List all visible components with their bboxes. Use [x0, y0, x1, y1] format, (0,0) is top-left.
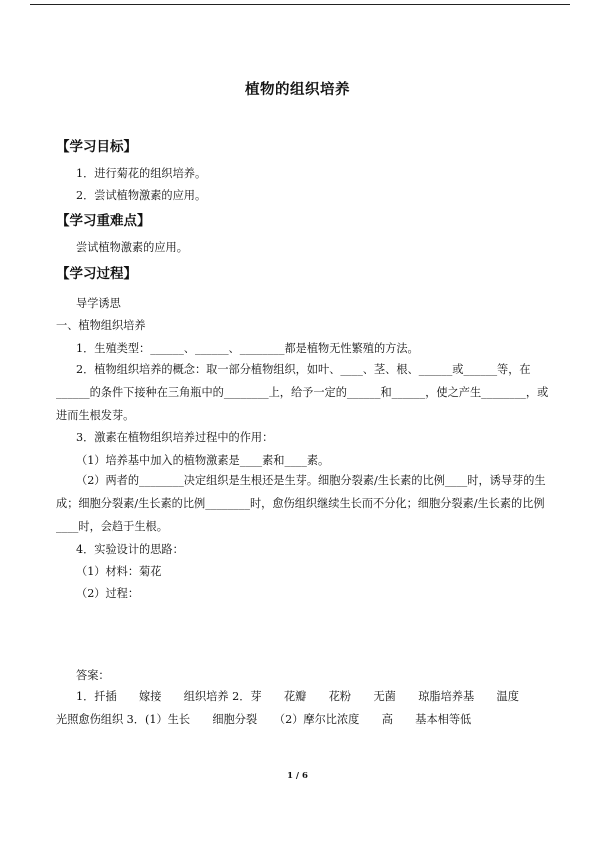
question-3-1: （1）培养基中加入的植物激素是____素和____素。: [76, 454, 330, 467]
answers-label: 答案：: [76, 669, 110, 682]
goal-item-1: 1．进行菊花的组织培养。: [76, 167, 207, 180]
process-intro: 导学诱思: [76, 297, 121, 310]
question-4-2: （2）过程：: [76, 587, 140, 600]
question-3: 3．激素在植物组织培养过程中的作用：: [76, 431, 274, 444]
heading-learning-goals: 【学习目标】: [56, 139, 137, 155]
page-number: 1 / 6: [287, 771, 308, 781]
key-points-text: 尝试植物激素的应用。: [76, 241, 188, 254]
heading-key-points: 【学习重难点】: [56, 213, 151, 229]
heading-learning-process: 【学习过程】: [56, 266, 137, 282]
question-1: 1．生殖类型：______、______、________都是植物无性繁殖的方法。: [76, 342, 419, 355]
question-3-2: （2）两者的________决定组织是生根还是生芽。细胞分裂素/生长素的比例____时，诱导芽的生成；细胞分裂素/生长素的比例________时，愈伤组织继续生长而不分化；细胞分裂素/生长素的比例____时，会趋于生根。: [56, 474, 546, 533]
top-rule: [30, 4, 570, 5]
goal-item-2: 2．尝试植物激素的应用。: [76, 189, 207, 202]
question-2: 2．植物组织培养的概念：取一部分植物组织，如叶、____、茎、根、______或______等，在______的条件下接种在三角瓶中的________上，给予一定的______和______，使之产生________，或进而生根发芽。: [56, 363, 549, 422]
question-4: 4．实验设计的思路：: [76, 543, 184, 556]
question-4-1: （1）材料：菊花: [76, 565, 162, 578]
answers-text: 1．扦插 嫁接 组织培养 2．芽 花瓣 花粉 无菌 琼脂培养基 温度 光照愈伤组织 3．(1）生长 细胞分裂 （2）摩尔比浓度 高 基本相等低: [56, 690, 542, 726]
page-title: 植物的组织培养: [245, 82, 350, 98]
part-heading: 一、植物组织培养: [56, 319, 146, 332]
